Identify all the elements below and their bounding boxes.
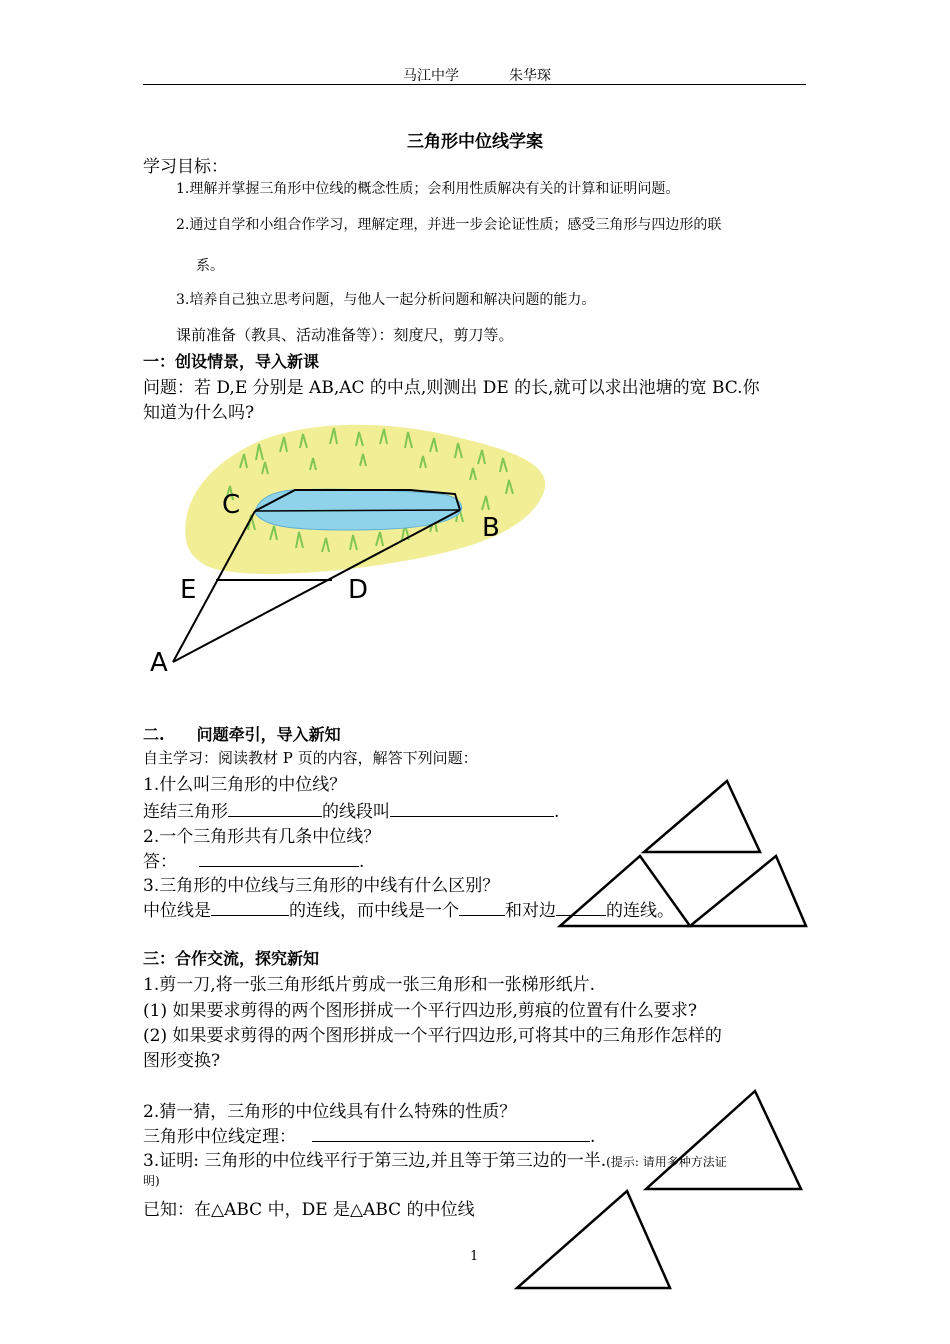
objective-3: 3.培养自己独立思考问题，与他人一起分析问题和解决问题的能力。 <box>176 292 596 308</box>
triangle-lower <box>517 1191 670 1288</box>
triangle-upper <box>646 1091 801 1189</box>
objectives-heading: 学习目标： <box>143 157 228 177</box>
q3-fill-d: 的连线。 <box>606 901 674 921</box>
label-e: E <box>180 575 197 605</box>
section2-q1: 1.什么叫三角形的中位线？ <box>143 775 347 795</box>
section2-intro: 自主学习：阅读教材 P 页的内容，解答下列问题： <box>143 749 478 767</box>
header-school: 马江中学 <box>403 68 459 84</box>
q2-answer-end: . <box>359 852 365 872</box>
q2-answer-label: 答： <box>143 852 177 872</box>
q3-fill-a: 中位线是 <box>143 901 211 921</box>
section3-p1: 1.剪一刀,将一张三角形纸片剪成一张三角形和一张梯形纸片. <box>143 975 596 995</box>
q1-fill-end: . <box>554 802 560 822</box>
label-a: A <box>150 648 168 678</box>
section3-given: 已知：在△ABC 中，DE 是△ABC 的中位线 <box>143 1200 475 1220</box>
objective-2: 2.通过自学和小组合作学习，理解定理，并进一步会论证性质；感受三角形与四边形的联 <box>176 217 722 233</box>
q1-fill-b: 的线段叫 <box>322 802 390 822</box>
q3-fill-b: 的连线，而中线是一个 <box>289 901 459 921</box>
p3-hint-cont: 明) <box>143 1174 160 1188</box>
section2-heading: 二. 问题牵引，导入新知 <box>143 725 341 744</box>
section3-p1-2-cont: 图形变换? <box>143 1051 221 1071</box>
q1-fill-a: 连结三角形 <box>143 802 228 822</box>
header-author: 朱华琛 <box>509 68 551 84</box>
section1-question: 问题：若 D,E 分别是 AB,AC 的中点,则测出 DE 的长,就可以求出池塘的宽 BC.你 <box>143 378 760 398</box>
section2-q3: 3.三角形的中位线与三角形的中线有什么区别？ <box>143 876 500 896</box>
q3-fill-c: 和对边 <box>505 901 556 921</box>
theorem-end: . <box>590 1127 596 1147</box>
section3-p1-1: (1) 如果要求剪得的两个图形拼成一个平行四边形,剪痕的位置有什么要求? <box>143 1001 698 1021</box>
section3-p2: 2.猜一猜，三角形的中位线具有什么特殊的性质？ <box>143 1102 517 1122</box>
objective-1: 1.理解并掌握三角形中位线的概念性质；会利用性质解决有关的计算和证明问题。 <box>176 181 680 197</box>
section3-p1-2: (2) 如果要求剪得的两个图形拼成一个平行四边形,可将其中的三角形作怎样的 <box>143 1026 722 1046</box>
objective-2-cont: 系。 <box>196 258 224 274</box>
section1-question-cont: 知道为什么吗? <box>143 403 255 423</box>
p3-main: 3.证明: 三角形的中位线平行于第三边,并且等于第三边的一半. <box>143 1151 607 1171</box>
p3-hint: (提示: 请用多种方法证 <box>606 1155 727 1169</box>
theorem-label: 三角形中位线定理： <box>143 1127 296 1147</box>
section3-heading: 三：合作交流，探究新知 <box>143 949 320 968</box>
section2-q2: 2.一个三角形共有几条中位线？ <box>143 827 381 847</box>
label-d: D <box>348 575 369 605</box>
page-number: 1 <box>470 1249 479 1264</box>
label-b: B <box>482 513 500 543</box>
section1-heading: 一：创设情景，导入新课 <box>143 352 320 371</box>
prep-text: 课前准备（教具、活动准备等）：刻度尺，剪刀等。 <box>176 326 514 344</box>
label-c: C <box>222 490 241 520</box>
page-title: 三角形中位线学案 <box>407 132 543 152</box>
